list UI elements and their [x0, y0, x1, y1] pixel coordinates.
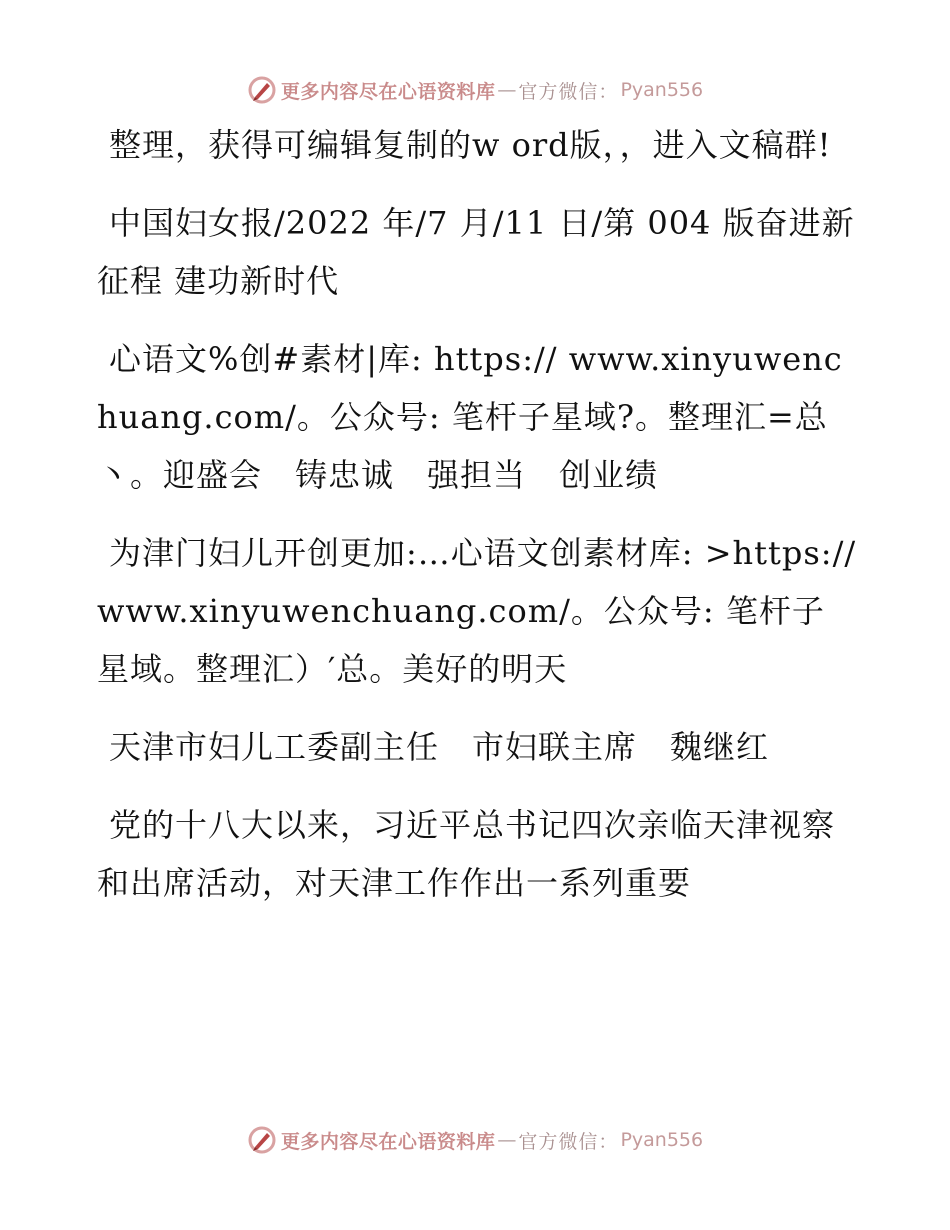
paragraph-1: 整理，获得可编辑复制的w ord版，，进入文稿群! [109, 126, 832, 164]
watermark-separator: — [497, 79, 517, 101]
watermark-text: 更多内容尽在心语资料库 [280, 1130, 496, 1153]
quill-logo-icon [247, 1125, 277, 1155]
watermark-text: 更多内容尽在心语资料库 [280, 80, 496, 103]
watermark-separator: — [497, 1129, 517, 1151]
paragraph-2: 中国妇女报/2022 年/7 月/11 日/第 004 版奋进新征程 建功新时代 [97, 204, 855, 300]
watermark-label: 官方微信： [518, 1130, 619, 1153]
paragraph-3: 心语文%创#素材|库: https:// www.xinyuwenchuang.com/。公众号: 笔杆子星域?。整理汇=总丶。迎盛会 铸忠诚 强担当 创业绩 [97, 340, 843, 494]
quill-logo-icon [247, 75, 277, 105]
paragraph-6: 党的十八大以来，习近平总书记四次亲临天津视察和出席活动，对天津工作作出一系列重要 [97, 806, 836, 902]
footer-watermark [0, 1120, 950, 1160]
watermark-label: 官方微信： [518, 80, 619, 103]
watermark-id: Pyan556 [620, 79, 704, 101]
header-watermark [0, 70, 950, 110]
paragraph-5: 天津市妇儿工委副主任 市妇联主席 魏继红 [109, 728, 770, 766]
watermark-id: Pyan556 [620, 1129, 704, 1151]
paragraph-4: 为津门妇儿开创更加:…心语文创素材库: >https://www.xinyuwenchuang.com/。公众号: 笔杆子星域。整理汇）′总。美好的明天 [97, 534, 857, 688]
document-body [97, 116, 857, 932]
